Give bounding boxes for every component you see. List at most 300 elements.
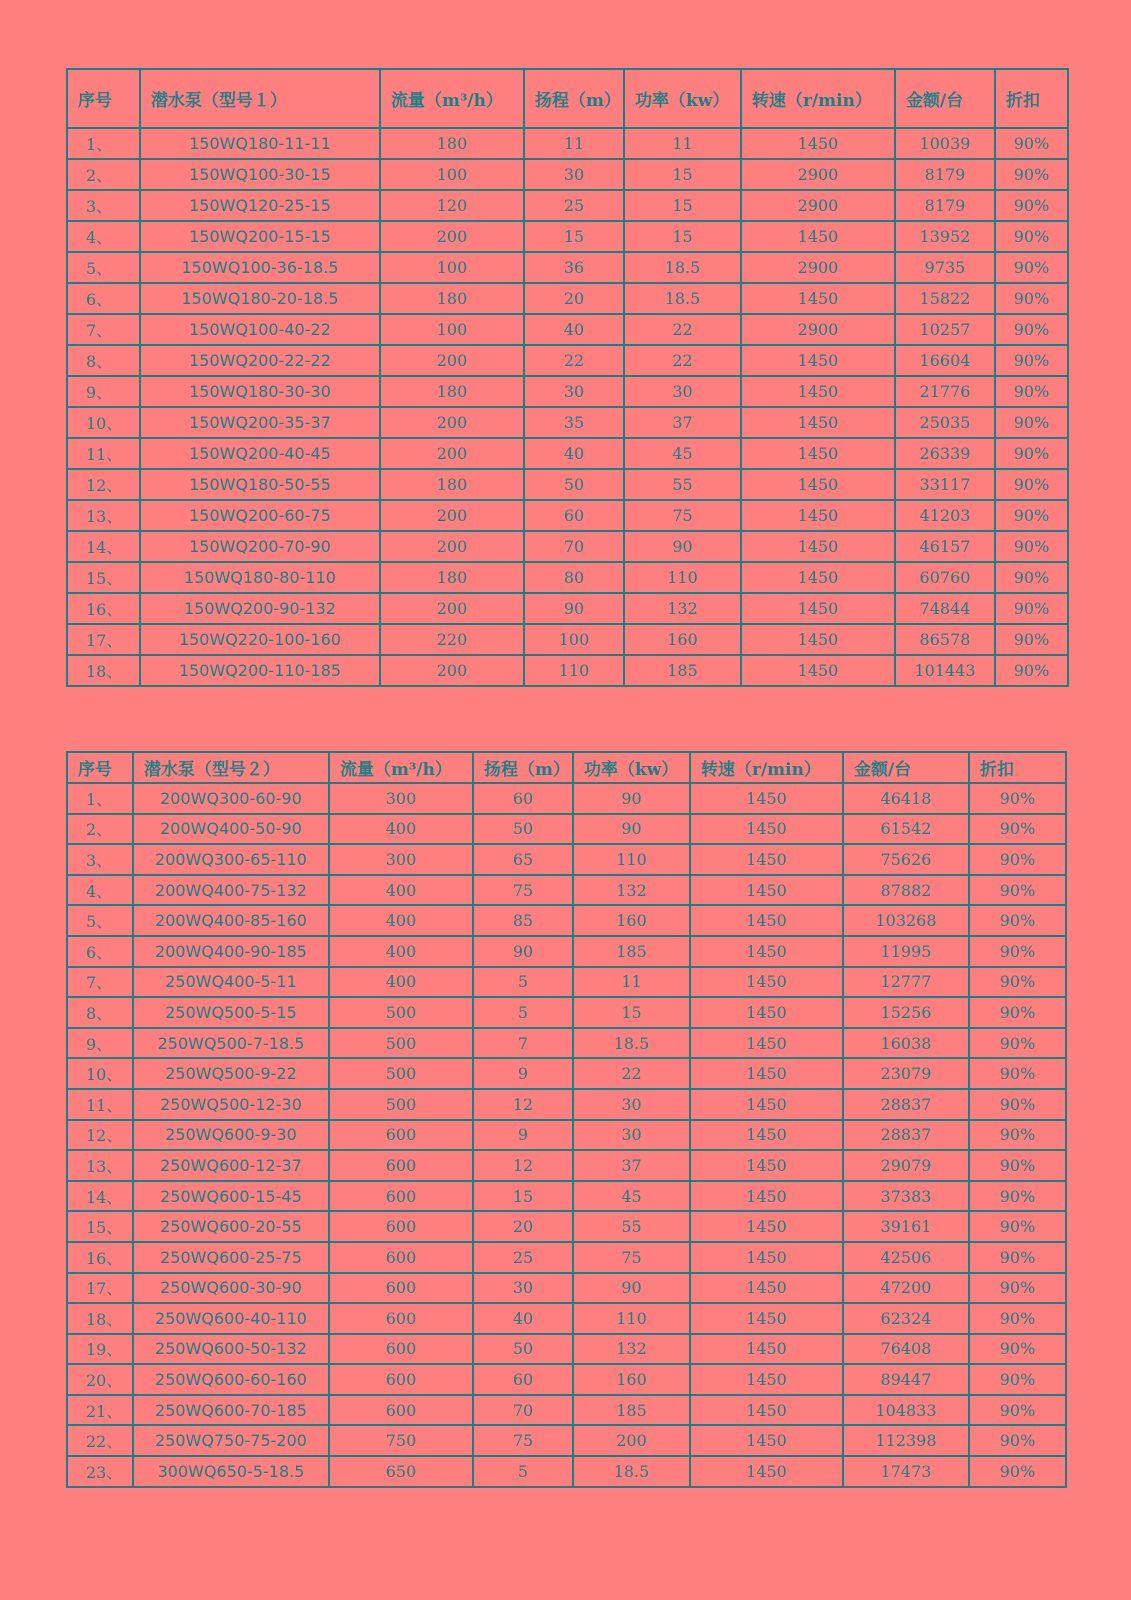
cell-head: 110: [524, 655, 624, 686]
cell-flow: 180: [380, 562, 524, 593]
cell-speed: 1450: [741, 624, 895, 655]
cell-head: 80: [524, 562, 624, 593]
cell-index: 1、: [67, 128, 140, 159]
cell-power: 90: [573, 814, 690, 845]
table-row: [67, 624, 1068, 655]
cell-model: 250WQ400-5-11: [133, 967, 329, 998]
cell-discount: 90%: [969, 1273, 1066, 1304]
cell-discount: 90%: [969, 814, 1066, 845]
cell-model: 250WQ500-12-30: [133, 1089, 329, 1120]
table-row: [67, 252, 1068, 283]
cell-flow: 400: [329, 936, 473, 967]
cell-index: 14、: [67, 1181, 133, 1212]
cell-speed: 1450: [741, 562, 895, 593]
cell-speed: 2900: [741, 252, 895, 283]
cell-model: 150WQ100-30-15: [140, 159, 380, 190]
cell-model: 150WQ200-60-75: [140, 500, 380, 531]
cell-price: 21776: [895, 376, 995, 407]
cell-speed: 1450: [690, 905, 843, 936]
table-row: [67, 159, 1068, 190]
cell-speed: 1450: [690, 783, 843, 814]
cell-index: 15、: [67, 1211, 133, 1242]
cell-power: 45: [624, 438, 741, 469]
cell-model: 250WQ500-7-18.5: [133, 1028, 329, 1059]
cell-flow: 300: [329, 783, 473, 814]
cell-power: 11: [573, 967, 690, 998]
cell-speed: 1450: [690, 1395, 843, 1426]
cell-head: 60: [473, 783, 573, 814]
table-row: [67, 1089, 1066, 1120]
cell-power: 22: [624, 345, 741, 376]
column-header-head: 扬程（m）: [473, 752, 573, 783]
cell-flow: 500: [329, 1058, 473, 1089]
cell-model: 150WQ100-40-22: [140, 314, 380, 345]
cell-index: 5、: [67, 905, 133, 936]
cell-discount: 90%: [969, 875, 1066, 906]
cell-model: 150WQ180-50-55: [140, 469, 380, 500]
cell-index: 9、: [67, 376, 140, 407]
cell-index: 13、: [67, 1150, 133, 1181]
pump-price-table-model-1: [66, 68, 1069, 687]
cell-head: 70: [473, 1395, 573, 1426]
cell-price: 28837: [843, 1089, 969, 1120]
cell-discount: 90%: [995, 128, 1068, 159]
table-header-row: [67, 69, 1068, 128]
column-header-discount: 折扣: [995, 69, 1068, 128]
cell-flow: 200: [380, 407, 524, 438]
cell-speed: 1450: [741, 593, 895, 624]
cell-discount: 90%: [969, 1395, 1066, 1426]
cell-flow: 400: [329, 905, 473, 936]
cell-flow: 500: [329, 997, 473, 1028]
cell-price: 87882: [843, 875, 969, 906]
cell-flow: 400: [329, 875, 473, 906]
column-header-flow: 流量（m³/h）: [329, 752, 473, 783]
cell-speed: 1450: [690, 1303, 843, 1334]
cell-flow: 600: [329, 1364, 473, 1395]
column-header-flow: 流量（m³/h）: [380, 69, 524, 128]
cell-speed: 1450: [690, 814, 843, 845]
cell-speed: 1450: [690, 997, 843, 1028]
cell-discount: 90%: [995, 531, 1068, 562]
cell-power: 90: [573, 783, 690, 814]
cell-head: 65: [473, 844, 573, 875]
cell-index: 3、: [67, 190, 140, 221]
cell-index: 16、: [67, 1242, 133, 1273]
cell-discount: 90%: [969, 1334, 1066, 1365]
cell-flow: 100: [380, 159, 524, 190]
cell-head: 20: [524, 283, 624, 314]
table-row: [67, 1028, 1066, 1059]
cell-discount: 90%: [969, 1028, 1066, 1059]
table-row: [67, 1211, 1066, 1242]
cell-model: 250WQ600-12-37: [133, 1150, 329, 1181]
cell-flow: 400: [329, 814, 473, 845]
cell-discount: 90%: [969, 783, 1066, 814]
table-body: [67, 783, 1066, 1487]
cell-power: 132: [573, 875, 690, 906]
cell-head: 85: [473, 905, 573, 936]
cell-speed: 2900: [741, 314, 895, 345]
cell-power: 15: [624, 190, 741, 221]
table-row: [67, 1364, 1066, 1395]
cell-speed: 1450: [741, 345, 895, 376]
cell-flow: 300: [329, 844, 473, 875]
cell-flow: 600: [329, 1273, 473, 1304]
cell-price: 28837: [843, 1120, 969, 1151]
cell-flow: 600: [329, 1395, 473, 1426]
cell-head: 75: [473, 1425, 573, 1456]
cell-flow: 750: [329, 1425, 473, 1456]
cell-price: 86578: [895, 624, 995, 655]
table-row: [67, 844, 1066, 875]
cell-discount: 90%: [969, 1181, 1066, 1212]
cell-price: 41203: [895, 500, 995, 531]
cell-head: 70: [524, 531, 624, 562]
cell-model: 250WQ600-9-30: [133, 1120, 329, 1151]
cell-head: 90: [473, 936, 573, 967]
cell-head: 22: [524, 345, 624, 376]
cell-speed: 1450: [690, 967, 843, 998]
cell-speed: 1450: [690, 1150, 843, 1181]
cell-price: 37383: [843, 1181, 969, 1212]
column-header-speed: 转速（r/min）: [741, 69, 895, 128]
table-row: [67, 1395, 1066, 1426]
cell-discount: 90%: [969, 1303, 1066, 1334]
cell-discount: 90%: [995, 655, 1068, 686]
cell-discount: 90%: [969, 967, 1066, 998]
table-row: [67, 967, 1066, 998]
cell-discount: 90%: [995, 624, 1068, 655]
table-row: [67, 562, 1068, 593]
cell-index: 1、: [67, 783, 133, 814]
cell-head: 40: [473, 1303, 573, 1334]
column-header-speed: 转速（r/min）: [690, 752, 843, 783]
table-row: [67, 593, 1068, 624]
cell-head: 30: [473, 1273, 573, 1304]
cell-model: 150WQ180-30-30: [140, 376, 380, 407]
cell-speed: 1450: [741, 655, 895, 686]
table-row: [67, 997, 1066, 1028]
cell-power: 15: [573, 997, 690, 1028]
cell-index: 23、: [67, 1456, 133, 1487]
cell-flow: 400: [329, 967, 473, 998]
cell-model: 150WQ200-35-37: [140, 407, 380, 438]
cell-index: 4、: [67, 875, 133, 906]
column-header-head: 扬程（m）: [524, 69, 624, 128]
cell-discount: 90%: [969, 1089, 1066, 1120]
table-row: [67, 875, 1066, 906]
cell-model: 150WQ200-90-132: [140, 593, 380, 624]
table-body: [67, 128, 1068, 686]
cell-price: 46157: [895, 531, 995, 562]
cell-model: 250WQ600-20-55: [133, 1211, 329, 1242]
cell-head: 25: [473, 1242, 573, 1273]
cell-head: 50: [473, 814, 573, 845]
cell-speed: 1450: [741, 500, 895, 531]
cell-head: 40: [524, 314, 624, 345]
cell-index: 18、: [67, 655, 140, 686]
cell-index: 6、: [67, 283, 140, 314]
cell-index: 9、: [67, 1028, 133, 1059]
cell-price: 23079: [843, 1058, 969, 1089]
table-row: [67, 1181, 1066, 1212]
cell-power: 15: [624, 159, 741, 190]
cell-discount: 90%: [995, 221, 1068, 252]
table-row: [67, 1334, 1066, 1365]
cell-discount: 90%: [969, 1150, 1066, 1181]
cell-price: 13952: [895, 221, 995, 252]
column-header-price: 金额/台: [895, 69, 995, 128]
cell-power: 132: [573, 1334, 690, 1365]
cell-model: 250WQ750-75-200: [133, 1425, 329, 1456]
table-row: [67, 1425, 1066, 1456]
cell-flow: 600: [329, 1181, 473, 1212]
cell-power: 75: [624, 500, 741, 531]
column-header-index: 序号: [67, 69, 140, 128]
cell-model: 250WQ600-70-185: [133, 1395, 329, 1426]
cell-head: 100: [524, 624, 624, 655]
cell-speed: 1450: [741, 283, 895, 314]
cell-index: 21、: [67, 1395, 133, 1426]
cell-model: 250WQ600-50-132: [133, 1334, 329, 1365]
cell-flow: 650: [329, 1456, 473, 1487]
cell-index: 6、: [67, 936, 133, 967]
cell-power: 160: [573, 1364, 690, 1395]
cell-index: 10、: [67, 1058, 133, 1089]
cell-price: 74844: [895, 593, 995, 624]
cell-price: 9735: [895, 252, 995, 283]
cell-price: 47200: [843, 1273, 969, 1304]
cell-speed: 1450: [690, 1364, 843, 1395]
cell-speed: 1450: [690, 1028, 843, 1059]
cell-head: 5: [473, 997, 573, 1028]
cell-index: 20、: [67, 1364, 133, 1395]
cell-model: 200WQ400-50-90: [133, 814, 329, 845]
cell-flow: 200: [380, 438, 524, 469]
cell-model: 150WQ200-15-15: [140, 221, 380, 252]
cell-head: 11: [524, 128, 624, 159]
table-row: [67, 314, 1068, 345]
cell-head: 40: [524, 438, 624, 469]
table-row: [67, 1058, 1066, 1089]
cell-power: 160: [573, 905, 690, 936]
cell-price: 103268: [843, 905, 969, 936]
table-row: [67, 221, 1068, 252]
table-row: [67, 1242, 1066, 1273]
cell-index: 16、: [67, 593, 140, 624]
cell-head: 15: [524, 221, 624, 252]
cell-price: 15256: [843, 997, 969, 1028]
table-row: [67, 1456, 1066, 1487]
cell-discount: 90%: [969, 905, 1066, 936]
cell-index: 11、: [67, 1089, 133, 1120]
cell-flow: 180: [380, 128, 524, 159]
cell-speed: 1450: [741, 438, 895, 469]
table-row: [67, 936, 1066, 967]
cell-flow: 600: [329, 1242, 473, 1273]
table-row: [67, 128, 1068, 159]
cell-flow: 500: [329, 1028, 473, 1059]
cell-speed: 1450: [690, 1120, 843, 1151]
cell-model: 250WQ600-60-160: [133, 1364, 329, 1395]
cell-speed: 1450: [690, 1242, 843, 1273]
cell-head: 30: [524, 376, 624, 407]
cell-index: 13、: [67, 500, 140, 531]
cell-flow: 100: [380, 314, 524, 345]
cell-flow: 180: [380, 283, 524, 314]
cell-flow: 200: [380, 345, 524, 376]
cell-flow: 120: [380, 190, 524, 221]
cell-price: 61542: [843, 814, 969, 845]
cell-speed: 1450: [690, 1058, 843, 1089]
cell-index: 18、: [67, 1303, 133, 1334]
cell-index: 19、: [67, 1334, 133, 1365]
cell-model: 150WQ200-110-185: [140, 655, 380, 686]
table-row: [67, 655, 1068, 686]
cell-head: 90: [524, 593, 624, 624]
cell-price: 8179: [895, 190, 995, 221]
cell-power: 90: [573, 1273, 690, 1304]
cell-head: 36: [524, 252, 624, 283]
cell-flow: 200: [380, 500, 524, 531]
cell-price: 39161: [843, 1211, 969, 1242]
cell-head: 9: [473, 1058, 573, 1089]
table-row: [67, 1150, 1066, 1181]
cell-head: 50: [524, 469, 624, 500]
table-row: [67, 469, 1068, 500]
cell-power: 185: [573, 1395, 690, 1426]
cell-discount: 90%: [969, 1456, 1066, 1487]
cell-power: 22: [573, 1058, 690, 1089]
table-row: [67, 814, 1066, 845]
column-header-model: 潜水泵（型号２）: [133, 752, 329, 783]
cell-price: 104833: [843, 1395, 969, 1426]
cell-power: 110: [573, 1303, 690, 1334]
cell-head: 9: [473, 1120, 573, 1151]
table-row: [67, 283, 1068, 314]
cell-speed: 2900: [741, 159, 895, 190]
cell-discount: 90%: [995, 376, 1068, 407]
cell-model: 150WQ100-36-18.5: [140, 252, 380, 283]
cell-speed: 1450: [690, 936, 843, 967]
cell-speed: 1450: [690, 1456, 843, 1487]
cell-model: 150WQ200-70-90: [140, 531, 380, 562]
table-row: [67, 438, 1068, 469]
cell-index: 3、: [67, 844, 133, 875]
cell-index: 12、: [67, 469, 140, 500]
cell-index: 10、: [67, 407, 140, 438]
cell-model: 250WQ600-30-90: [133, 1273, 329, 1304]
cell-price: 33117: [895, 469, 995, 500]
cell-discount: 90%: [969, 936, 1066, 967]
table-row: [67, 500, 1068, 531]
cell-model: 200WQ300-65-110: [133, 844, 329, 875]
cell-discount: 90%: [969, 1364, 1066, 1395]
table-row: [67, 1303, 1066, 1334]
cell-index: 11、: [67, 438, 140, 469]
cell-power: 18.5: [573, 1028, 690, 1059]
table-row: [67, 190, 1068, 221]
cell-discount: 90%: [969, 844, 1066, 875]
cell-price: 42506: [843, 1242, 969, 1273]
cell-speed: 1450: [741, 531, 895, 562]
cell-index: 17、: [67, 1273, 133, 1304]
cell-price: 46418: [843, 783, 969, 814]
cell-power: 55: [573, 1211, 690, 1242]
cell-discount: 90%: [969, 1211, 1066, 1242]
cell-flow: 180: [380, 469, 524, 500]
cell-price: 75626: [843, 844, 969, 875]
cell-model: 250WQ600-15-45: [133, 1181, 329, 1212]
cell-discount: 90%: [995, 190, 1068, 221]
cell-head: 15: [473, 1181, 573, 1212]
cell-speed: 1450: [741, 128, 895, 159]
cell-index: 15、: [67, 562, 140, 593]
cell-discount: 90%: [995, 314, 1068, 345]
cell-price: 8179: [895, 159, 995, 190]
table-row: [67, 905, 1066, 936]
cell-power: 160: [624, 624, 741, 655]
table-row: [67, 783, 1066, 814]
cell-price: 16038: [843, 1028, 969, 1059]
cell-speed: 1450: [741, 469, 895, 500]
cell-power: 132: [624, 593, 741, 624]
cell-speed: 1450: [690, 875, 843, 906]
cell-model: 150WQ200-22-22: [140, 345, 380, 376]
cell-index: 4、: [67, 221, 140, 252]
cell-model: 150WQ180-11-11: [140, 128, 380, 159]
column-header-model: 潜水泵（型号１）: [140, 69, 380, 128]
cell-model: 150WQ120-25-15: [140, 190, 380, 221]
cell-flow: 600: [329, 1150, 473, 1181]
cell-model: 250WQ600-40-110: [133, 1303, 329, 1334]
cell-power: 110: [624, 562, 741, 593]
cell-model: 200WQ400-75-132: [133, 875, 329, 906]
cell-flow: 200: [380, 593, 524, 624]
table-row: [67, 376, 1068, 407]
cell-head: 30: [524, 159, 624, 190]
cell-discount: 90%: [995, 407, 1068, 438]
cell-power: 37: [573, 1150, 690, 1181]
cell-head: 75: [473, 875, 573, 906]
cell-price: 60760: [895, 562, 995, 593]
cell-discount: 90%: [969, 1058, 1066, 1089]
cell-price: 17473: [843, 1456, 969, 1487]
cell-index: 22、: [67, 1425, 133, 1456]
cell-speed: 1450: [690, 1425, 843, 1456]
cell-speed: 2900: [741, 190, 895, 221]
cell-discount: 90%: [995, 500, 1068, 531]
column-header-power: 功率（kw）: [624, 69, 741, 128]
cell-speed: 1450: [741, 221, 895, 252]
cell-head: 50: [473, 1334, 573, 1365]
cell-price: 89447: [843, 1364, 969, 1395]
cell-head: 12: [473, 1150, 573, 1181]
cell-head: 5: [473, 967, 573, 998]
cell-index: 8、: [67, 997, 133, 1028]
cell-power: 18.5: [624, 252, 741, 283]
cell-speed: 1450: [741, 407, 895, 438]
table-row: [67, 531, 1068, 562]
cell-power: 18.5: [624, 283, 741, 314]
cell-model: 200WQ400-90-185: [133, 936, 329, 967]
cell-power: 75: [573, 1242, 690, 1273]
cell-model: 150WQ180-80-110: [140, 562, 380, 593]
cell-power: 90: [624, 531, 741, 562]
cell-power: 200: [573, 1425, 690, 1456]
cell-discount: 90%: [995, 438, 1068, 469]
